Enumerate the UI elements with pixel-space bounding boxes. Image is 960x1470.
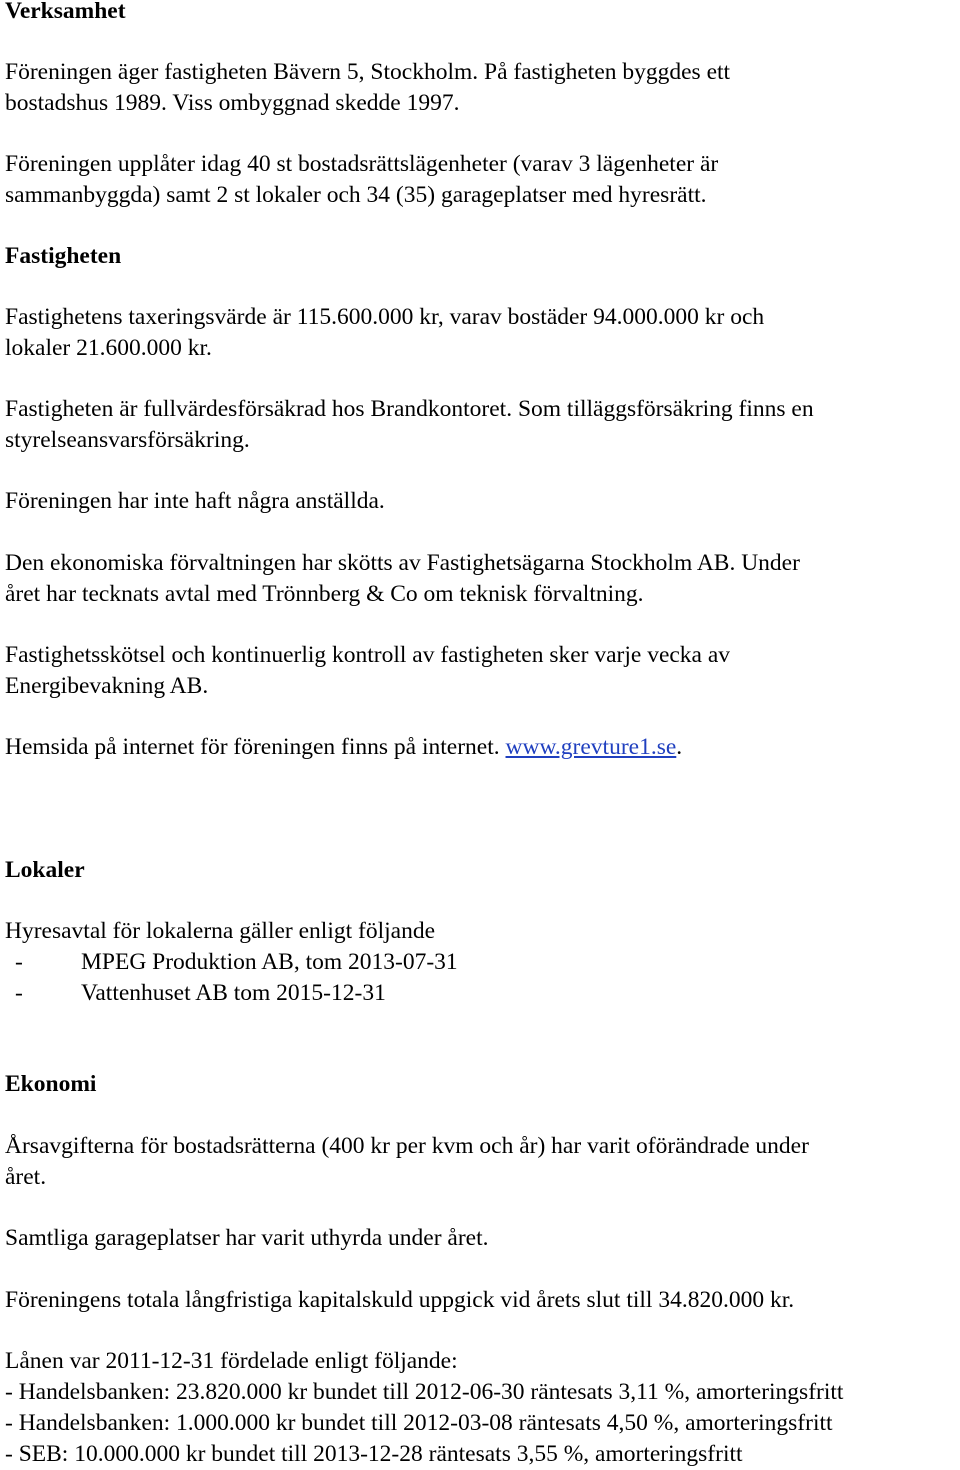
paragraph-line: lokaler 21.600.000 kr. [5, 335, 212, 361]
paragraph-line: Den ekonomiska förvaltningen har skötts av Fastighetsägarna Stockholm AB. Under [5, 550, 800, 576]
paragraph-line: året har tecknats avtal med Trönnberg & Co om teknisk förvaltning. [5, 581, 644, 607]
paragraph-line: Fastigheten är fullvärdesförsäkrad hos Brandkontoret. Som tilläggsförsäkring finns en [5, 396, 814, 422]
paragraph-line: Samtliga garageplatser har varit uthyrda under året. [5, 1225, 489, 1251]
paragraph-line: Fastighetsskötsel och kontinuerlig kontroll av fastigheten sker varje vecka av [5, 642, 731, 668]
list-dash: - [15, 980, 23, 1006]
paragraph-line: Fastighetens taxeringsvärde är 115.600.000 kr, varav bostäder 94.000.000 kr och [5, 304, 765, 330]
heading-ekonomi: Ekonomi [5, 1071, 97, 1097]
paragraph-line: Föreningen äger fastigheten Bävern 5, Stockholm. På fastigheten byggdes ett [5, 59, 731, 85]
loan-line: - Handelsbanken: 1.000.000 kr bundet till 2012-03-08 räntesats 4,50 %, amorteringsfritt [5, 1410, 833, 1436]
heading-lokaler: Lokaler [5, 857, 85, 883]
list-item-text: MPEG Produktion AB, tom 2013-07-31 [81, 949, 458, 975]
paragraph-line: styrelseansvarsförsäkring. [5, 427, 250, 453]
heading-fastigheten: Fastigheten [5, 243, 122, 269]
loan-line: - SEB: 10.000.000 kr bundet till 2013-12-28 räntesats 3,55 %, amorteringsfritt [5, 1441, 743, 1467]
paragraph-line: Lånen var 2011-12-31 fördelade enligt följande: [5, 1348, 458, 1374]
paragraph-line: Föreningen upplåter idag 40 st bostadsrättslägenheter (varav 3 lägenheter är [5, 151, 719, 177]
paragraph-line: året. [5, 1164, 47, 1190]
paragraph-line: sammanbyggda) samt 2 st lokaler och 34 (35) garageplatser med hyresrätt. [5, 182, 707, 208]
paragraph-end: . [676, 734, 683, 760]
paragraph-text: Hemsida på internet för föreningen finns på internet. [5, 734, 506, 760]
list-item [5, 978, 386, 1009]
paragraph-line: Hyresavtal för lokalerna gäller enligt följande [5, 918, 435, 944]
website-link[interactable]: www.grevture1.se [505, 734, 677, 760]
paragraph-line: Föreningens totala långfristiga kapitalskuld uppgick vid årets slut till 34.820.000 kr. [5, 1287, 795, 1313]
paragraph-line: Energibevakning AB. [5, 673, 209, 699]
list-dash: - [15, 949, 23, 975]
paragraph-line: bostadshus 1989. Viss ombyggnad skedde 1997. [5, 90, 460, 116]
list-item [5, 947, 458, 978]
heading-verksamhet: Verksamhet [5, 0, 126, 24]
homepage-paragraph [5, 732, 682, 763]
loan-line: - Handelsbanken: 23.820.000 kr bundet till 2012-06-30 räntesats 3,11 %, amorteringsfritt [5, 1379, 844, 1405]
paragraph-line: Föreningen har inte haft några anställda. [5, 488, 385, 514]
list-item-text: Vattenhuset AB tom 2015-12-31 [81, 980, 386, 1006]
paragraph-line: Årsavgifterna för bostadsrätterna (400 kr per kvm och år) har varit oförändrade under [5, 1133, 809, 1159]
